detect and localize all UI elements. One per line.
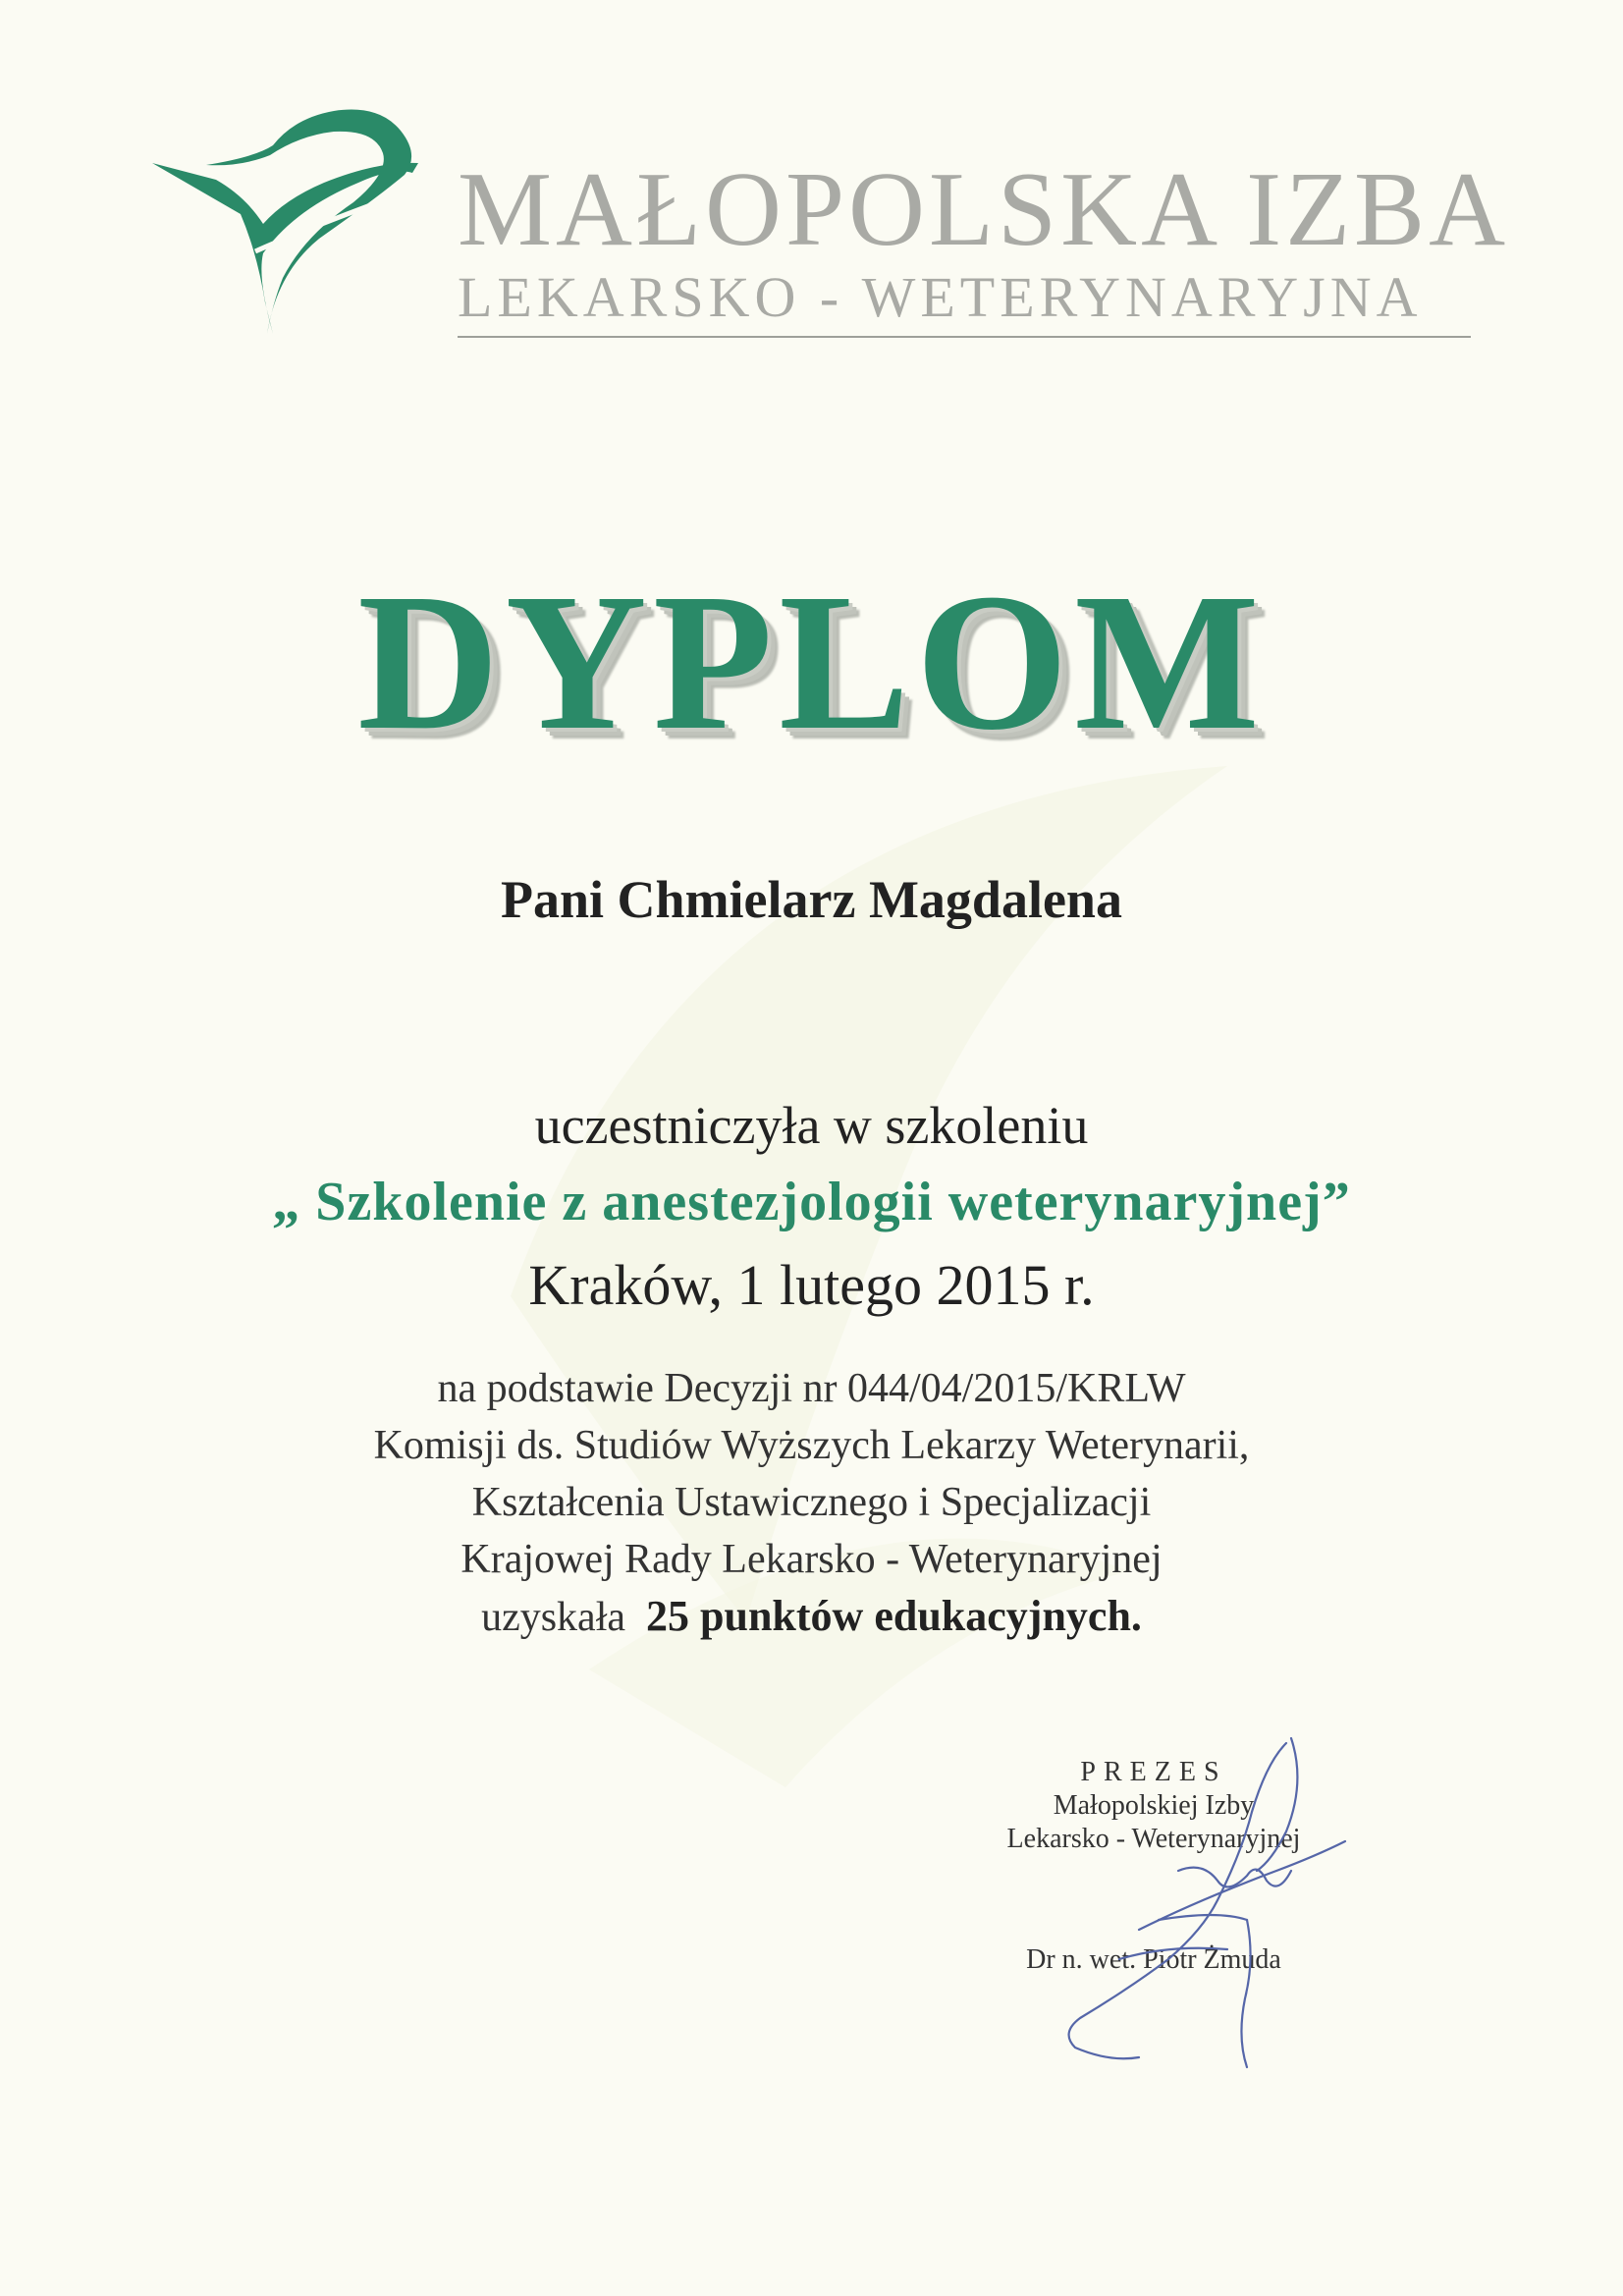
- participation-statement: uczestniczyła w szkoleniu: [534, 1096, 1089, 1155]
- points-awarded: 25 punktów edukacyjnych.: [646, 1592, 1142, 1640]
- swan-v-logo-icon: [147, 106, 422, 347]
- basis-paragraph: [0, 1360, 1623, 1646]
- header-divider: [458, 336, 1471, 338]
- handwritten-signature: [1021, 1723, 1355, 2077]
- basis-line-3: Kształcenia Ustawicznego i Specjalizacji: [471, 1480, 1152, 1525]
- points-prefix: uzyskała: [481, 1595, 626, 1640]
- diploma-title: DYPLOM: [357, 554, 1266, 771]
- basis-line-2: Komisji ds. Studiów Wyższych Lekarzy Weterynarii,: [373, 1423, 1250, 1468]
- place-and-date: Kraków, 1 lutego 2015 r.: [528, 1253, 1095, 1317]
- organization-line-2: LEKARSKO - WETERYNARYJNA: [458, 265, 1423, 329]
- signatory-org-line-2: Lekarsko - Weterynaryjnej: [1006, 1824, 1301, 1854]
- basis-line-1: na podstawie Decyzji nr 044/04/2015/KRLW: [437, 1366, 1186, 1411]
- organization-line-1: MAŁOPOLSKA IZBA: [458, 151, 1510, 268]
- recipient-name: Pani Chmielarz Magdalena: [501, 870, 1122, 929]
- signatory-org-line-1: Małopolskiej Izby: [1053, 1790, 1255, 1821]
- basis-line-5: [0, 1588, 1623, 1646]
- organization-name: [458, 151, 1510, 329]
- basis-line-4: Krajowej Rady Lekarsko - Weterynaryjnej: [460, 1537, 1163, 1582]
- course-title: „ Szkolenie z anestezjologii weterynaryjnej”: [272, 1172, 1351, 1232]
- signatory-title: PREZES: [1080, 1757, 1227, 1787]
- signatory-name: Dr n. wet. Piotr Żmuda: [1026, 1944, 1281, 1975]
